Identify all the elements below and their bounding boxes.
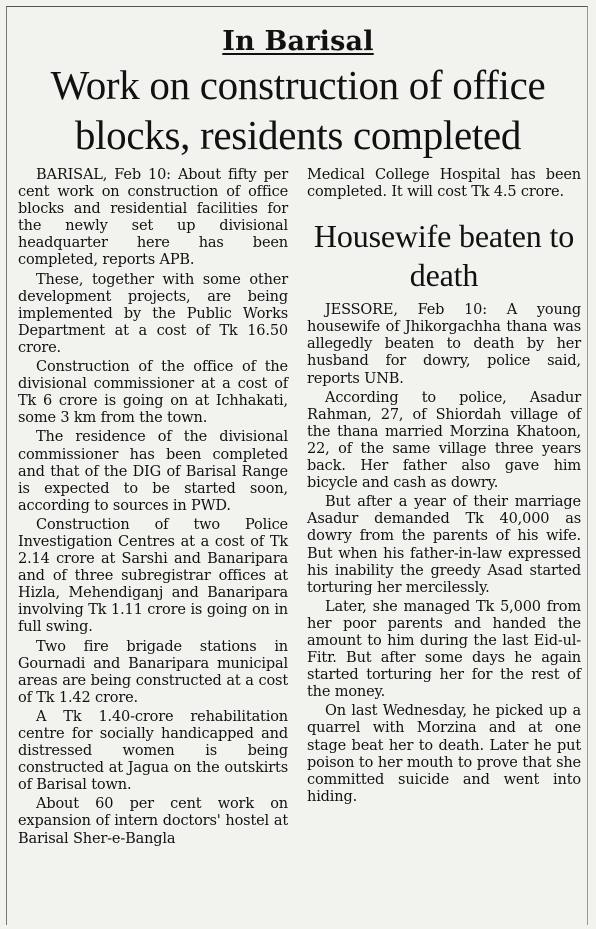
paragraph: According to police, Asadur Rahman, 27, of Shiordah village of the thana married Morzina Khatoon, 22, of the same village three years back. Her father also gave him bicycle and cash as dowry.	[307, 389, 581, 492]
left-column	[18, 167, 288, 848]
second-headline: Housewife beaten to death	[313, 218, 575, 294]
paragraph: The residence of the divisional commissioner has been completed and that of the DIG of Barisal Range is expected to be started soon, according to sources in PWD.	[18, 429, 288, 514]
paragraph: BARISAL, Feb 10: About fifty per cent work on construction of office blocks and residential facilities for the newly set up divisional headquarter here has been completed, reports APB.	[18, 167, 288, 269]
paragraph: JESSORE, Feb 10: A young housewife of Jhikorgachha thana was allegedly beaten to death by her husband for dowry, police said, reports UNB.	[307, 302, 581, 387]
kicker: In Barisal	[222, 26, 374, 57]
paragraph: About 60 per cent work on expansion of intern doctors' hostel at Barisal Sher-e-Bangla	[18, 796, 288, 847]
paragraph: These, together with some other development projects, are being implemented by the Public Works Department at a cost of Tk 16.50 crore.	[18, 271, 288, 356]
paragraph: Construction of the office of the divisional commissioner at a cost of Tk 6 crore is going on at Ichhakati, some 3 km from the town.	[18, 359, 288, 427]
right-column	[307, 167, 581, 806]
paragraph: But after a year of their marriage Asadur demanded Tk 40,000 as dowry from the parents of his wife. But when his father-in-law expressed his inability the greedy Asad started torturing her mercilessly.	[307, 494, 581, 596]
paragraph: Construction of two Police Investigation Centres at a cost of Tk 2.14 crore at Sarshi and Banaripara and of three subregistrar offices at Hizla, Mehendiganj and Banaripara involving Tk 1.11 crore is going on in full swing.	[18, 516, 288, 636]
continuation-paragraph: Medical College Hospital has been completed. It will cost Tk 4.5 crore.	[307, 167, 581, 201]
paragraph: A Tk 1.40-crore rehabilitation centre for socially handicapped and distressed women is being constructed at Jagua on the outskirts of Barisal town.	[18, 708, 288, 794]
paragraph: Later, she managed Tk 5,000 from her poor parents and handed the amount to him during the last Eid-ul-Fitr. But after some days he again started torturing her for the rest of the money.	[307, 598, 581, 701]
paragraph: Two fire brigade stations in Gournadi and Banaripara municipal areas are being constructed at a cost of Tk 1.42 crore.	[18, 638, 288, 706]
paragraph: On last Wednesday, he picked up a quarrel with Morzina and at one stage beat her to death. Later he put poison to her mouth to prove that she committed suicide and went into hiding.	[307, 703, 581, 805]
headline: Work on construction of office blocks, residents completed	[50, 62, 546, 158]
